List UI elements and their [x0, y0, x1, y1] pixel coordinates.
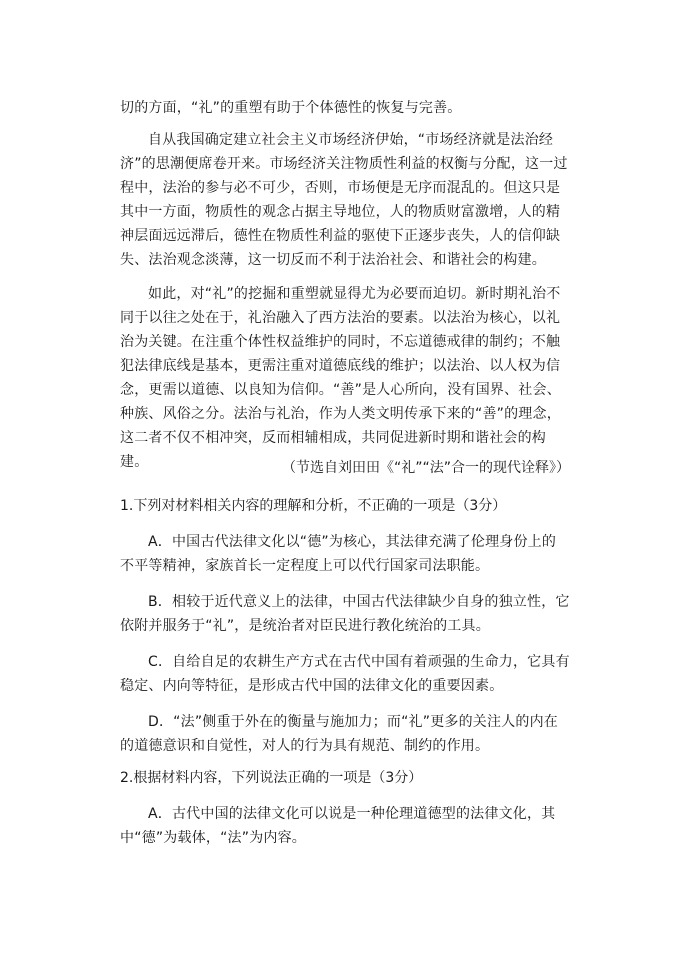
question-1-option-d: D．“法”侧重于外在的衡量与施加力；而“礼”更多的关注人的内在的道德意识和自觉性，对人的行为具有规范、制约的作用。 — [120, 714, 558, 754]
question-1-option-a: A．中国古代法律文化以“德”为核心，其法律充满了伦理身份上的不平等精神，家族首长一定程度上可以代行国家司法职能。 — [120, 534, 557, 574]
paragraph-market-economy: 自从我国确定建立社会主义市场经济伊始，“市场经济就是法治经济”的思潮便席卷开来。市场经济关注物质性利益的权衡与分配，这一过程中，法治的参与必不可少，否则，市场便是无序而混乱的。但这只是其中一方面，物质性的观念占据主导地位，人的物质财富激增，人的精神层面远远滞后，德性在物质性利益的驱使下正逐步丧失，人的信仰缺失、法治观念淡薄，这一切反而不利于法治社会、和谐社会的构建。 — [120, 132, 568, 268]
source-citation: （节选自刘田田《“礼”“法”合一的现代诠释》） — [281, 460, 570, 476]
paragraph-new-era-rites: 如此，对“礼”的挖掘和重塑就显得尤为必要而迫切。新时期礼治不同于以往之处在于，礼治融入了西方法治的要素。以法治为核心，以礼治为关键。在注重个体性权益维护的同时，不忘道德戒律的制约；不触犯法律底线是基本，更需注重对道德底线的维护；以法治、以人权为信念，更需以道德、以良知为信仰。“善”是人心所向，没有国界、社会、种族、风俗之分。法治与礼治，作为人类文明传承下来的“善”的理念，这二者不仅不相冲突，反而相辅相成，共同促进新时期和谐社会的构建。 — [120, 286, 561, 470]
question-1-stem: 1.下列对材料相关内容的理解和分析，不正确的一项是（3分） — [120, 498, 507, 514]
question-2-stem: 2.根据材料内容，下列说法正确的一项是（3分） — [120, 770, 423, 786]
question-2-option-a: A．古代中国的法律文化可以说是一种伦理道德型的法律文化，其中“德”为载体，“法”为内容。 — [120, 806, 556, 846]
paragraph-continuation: 切的方面，“礼”的重塑有助于个体德性的恢复与完善。 — [120, 100, 462, 116]
question-1-option-c: C．自给自足的农耕生产方式在古代中国有着顽强的生命力，它具有稳定、内向等特征，是形成古代中国的法律文化的重要因素。 — [120, 654, 570, 694]
question-1-option-b: B．相较于近代意义上的法律，中国古代法律缺少自身的独立性，它依附并服务于“礼”，是统治者对臣民进行教化统治的工具。 — [120, 594, 570, 634]
